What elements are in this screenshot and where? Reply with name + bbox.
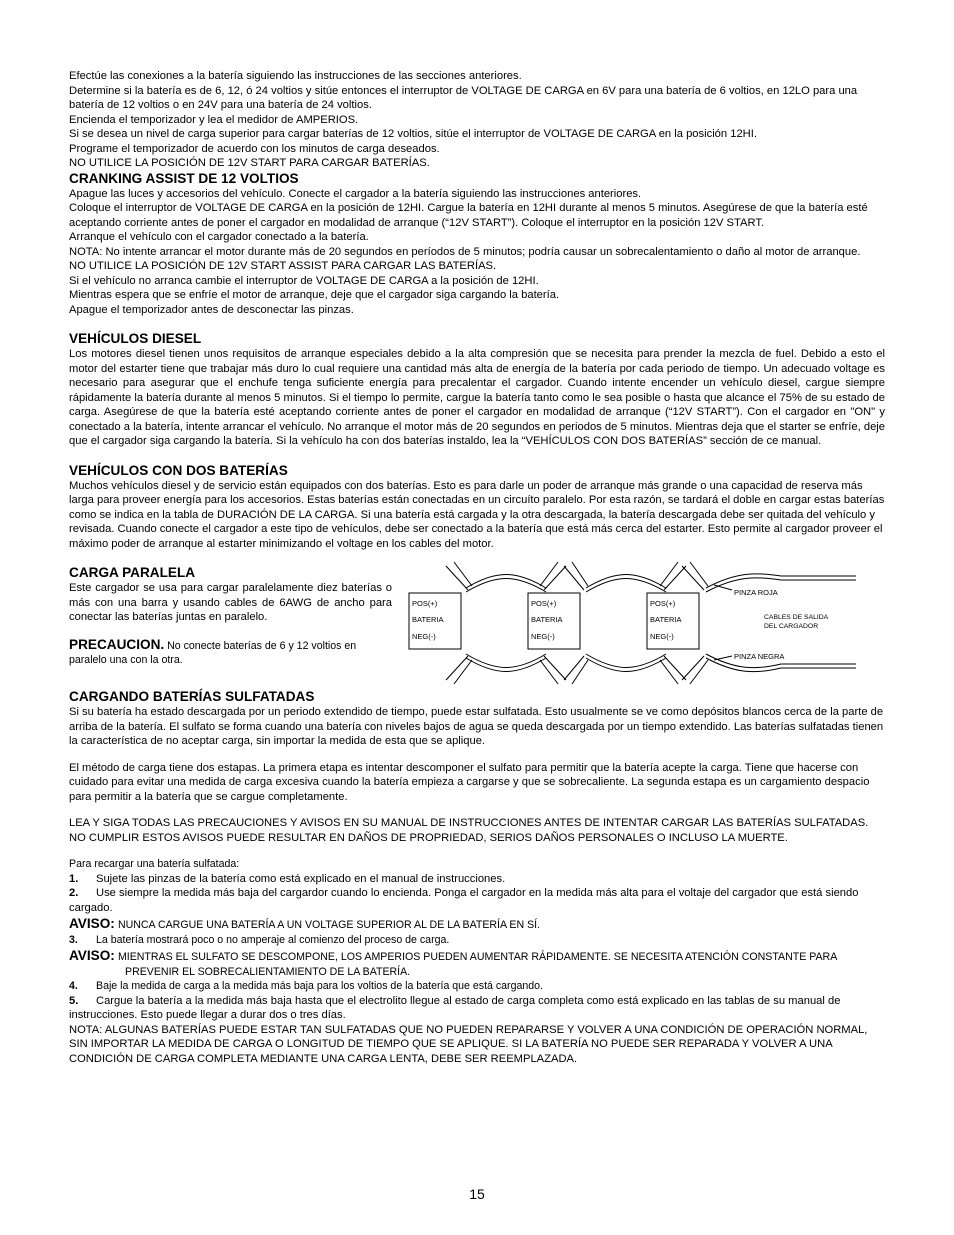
cranking-line: NO UTILICE LA POSICIÓN DE 12V START ASSIST PARA CARGAR LAS BATERÍAS.: [69, 260, 497, 272]
aviso-2: [69, 949, 885, 979]
sulfatadas-warning: LEA Y SIGA TODAS LAS PRECAUCIONES Y AVISOS EN SU MANUAL DE INSTRUCCIONES ANTES DE INTENTAR CARGAR LAS BATERÍAS SULFATADAS. NO CUMPLIR ESTOS AVISOS PUEDE RESULTAR EN DAÑOS DE PROPRIEDAD, SERIOS DAÑOS PERSONALES O INCLUSO LA MUERTE.: [69, 817, 869, 844]
parallel-wiring-diagram: [406, 560, 856, 686]
dos-baterias-heading: VEHÍCULOS CON DOS BATERÍAS: [69, 462, 288, 478]
battery-label: BATERIA: [412, 615, 444, 624]
step-2: [69, 886, 885, 915]
diesel-heading: VEHÍCULOS DIESEL: [69, 331, 202, 346]
step-4: [69, 979, 885, 994]
sulfatadas-nota: NOTA: ALGUNAS BATERÍAS PUEDE ESTAR TAN SULFATADAS QUE NO PUEDEN REPARARSE Y VOLVER A UNA CONDICIÓN DE OPERACIÓN NORMAL, SIN IMPORTAR LA MEDIDA DE CARGA O LONGITUD DE TIEMPO QUE SE APLIQUE. SI LA BATERÍA NO PUEDE SER REPARADA Y VOLVER A UNA CONDICIÓN DE CARGA COMPLETA MEDIANTE UNA CARGA LENTA, DEBE SER REEMPLAZADA.: [69, 1023, 868, 1065]
battery-neg-label: NEG(-): [531, 632, 555, 641]
clamp: [564, 656, 588, 684]
sulfatadas-intro: Para recargar una batería sulfatada:: [69, 858, 240, 870]
clamp: [446, 656, 472, 684]
battery-neg-label: NEG(-): [650, 632, 674, 641]
cable-top: [706, 574, 856, 588]
step-number: 2.: [69, 887, 79, 899]
step-text: Baje la medida de carga a la medida más baja para los voltios de la batería que está cargando.: [96, 980, 543, 992]
clamp: [564, 562, 588, 590]
cranking-line: Coloque el interruptor de VOLTAGE DE CARGA en la posición de 12HI. Cargue la batería en 12HI durante al menos 5 minutos. Asegúrese de que la batería esté aceptando corriente antes de poner el cargador en modalidad de arranque (“12V START”). Coloque el interruptor en la posición 12V START.: [69, 202, 868, 229]
intro-line: Determine si la batería es de 6, 12, ó 24 voltios y sitúe entonces el interruptor de VOLTAGE DE CARGA en 6V para una batería de 6 voltios, en 12LO para una batería de 12 voltios o en 24V para una batería de 24 voltios.: [69, 84, 858, 111]
dos-baterias-text: Muchos vehículos diesel y de servicio están equipados con dos baterías. Esto es para darle un poder de arranque más grande o una capacidad de reserva más larga para proveer energía para los accesorios. Estas baterías están conectadas en un circuíto paralelo. Por esta razón, se tardará el doble en cargar estas baterías como se indica en la tabla de DURACIÓN DE LA CARGA. Si una batería está cargada y la otra descargada, la batería descargada debe ser quitada del vehículo y revisada. Cuando conecte el cargador a este tipo de vehículos, debe ser conectado a la batería que está más cerca del estarter. Esto permite al cargador proveer el máximo poder de arranque al estarter minimizando el voltage en los cables del motor.: [69, 479, 885, 550]
precaucion-text: No conecte baterías de 6 y 12 voltios en paralelo una con la otra.: [69, 639, 357, 666]
step-text: Use siempre la medida más baja del cargardor cuando lo encienda. Ponga el cargador en la medida más alta para el voltaje del cargador que está siendo cargado.: [69, 887, 859, 914]
cables-salida-label: CABLES DE SALIDA: [764, 614, 829, 621]
step-5: [69, 994, 885, 1023]
step-number: 4.: [69, 980, 78, 992]
step-number: 5.: [69, 994, 79, 1007]
carga-paralela-text: Este cargador se usa para cargar paralelamente diez baterías o más con una barra y usando cables de 6AWG de ancho para conectar las baterías juntas en paralelo.: [69, 582, 392, 623]
step-3: [69, 933, 885, 948]
diesel-section: [69, 331, 885, 449]
aviso-1: [69, 917, 885, 933]
battery-label: BATERIA: [650, 615, 682, 624]
intro-line: Programe el temporizador de acuerdo con los minutos de carga deseados.: [69, 142, 440, 155]
cranking-line: Si el vehículo no arranca cambie el interruptor de VOLTAGE DE CARGA a la posición de 12HI.: [69, 274, 539, 287]
intro-line: Efectúe las conexiones a la batería siguiendo las instrucciones de las secciones anteriores.: [69, 70, 522, 82]
battery-neg-label: NEG(-): [412, 632, 436, 641]
intro-line: Si se desea un nivel de carga superior para cargar baterías de 12 voltios, sitúe el interruptor de VOLTAGE DE CARGA en la posición 12HI.: [69, 128, 757, 140]
aviso-text: NUNCA CARGUE UNA BATERÍA A UN VOLTAGE SUPERIOR AL DE LA BATERÍA EN SÍ.: [117, 919, 541, 931]
precaucion-label: PRECAUCION.: [69, 636, 165, 652]
dos-baterias-section: [69, 463, 885, 552]
battery-pos-label: POS(+): [650, 599, 676, 608]
step-text: La batería mostrará poco o no amperaje al comienzo del proceso de carga.: [96, 933, 450, 946]
cranking-line: Mientras espera que se enfríe el motor de arranque, deje que el cargador siga cargando la batería.: [69, 289, 560, 301]
step-1: [69, 872, 885, 887]
clamp: [540, 656, 566, 684]
battery-label: BATERIA: [531, 615, 563, 624]
intro-line: Encienda el temporizador y lea el medidor de AMPERIOS.: [69, 113, 359, 126]
cables-salida-label: DEL CARGADOR: [764, 623, 819, 630]
sulfatadas-paragraph: Si su batería ha estado descargada por un periodo extendido de tiempo, puede estar sulfatada. Esto usualmente se ve como depósitos blancos cerca de la parte de arriba de la batería. El sulfato se forma cuando una batería con niveles bajos de agua se queda descargada por un tiempo extendido. Las baterías sulfatadas tienen la característica de no aceptar carga, sin importar la medida de esta que se aplique.: [69, 706, 884, 747]
step-number: 1.: [69, 872, 79, 885]
step-text: Cargue la batería a la medida más baja hasta que el electrolito llegue al estado de carga completa como está explicado en las tablas de su manual de instrucciones. Esto puede llegar a durar dos o tres días.: [69, 994, 841, 1021]
cranking-line: Apague las luces y accesorios del vehículo. Conecte el cargador a la batería siguiendo las instrucciones anteriores.: [69, 187, 642, 200]
pinza-negra-label: PINZA NEGRA: [734, 652, 785, 661]
carga-paralela-text-block: [69, 565, 392, 668]
diesel-text: Los motores diesel tienen unos requisitos de arranque especiales debido a la alta compresión que se necesita para prender la mezcla de fuel. Debido a esto el motor del estarter tiene que trabajar más duro lo cual requiere una cantidad más alta de energía de la batería por cada periodo de tiempo. Un adecuado voltage es necesario para asegurar que el enchufe tenga suficiente energía para precalentar el cargador. Cuando intente encender un vehículo diesel, cargue siempre rápidamente la batería durante al menos 5 minutos. Si el tiempo lo permite, cargue la batería tanto como le sea posible o hasta que alcance el 75% de su estado de carga. Asegúrese de que la batería esté aceptando corriente antes de poner el cargador en modalidad de arranque (“12V START”). Con el cargador en "ON" y conectado a la batería, intente arrancar el vehículo. No arranque el motor más de 20 segundos en periodos de 5 minutos. Mientras deja que el starter se enfríe, deje que el cargador siga cargando la batería. Si la vehículo ha con dos baterías instaldo, lea la “VEHÍCULOS CON DOS BATERÍAS” sección de ce manual.: [69, 348, 885, 447]
cable-bottom: [466, 654, 546, 668]
leader-line: [714, 656, 732, 660]
cranking-line: Apague el temporizador antes de desconectar las pinzas.: [69, 303, 354, 316]
carga-paralela-heading: CARGA PARALELA: [69, 565, 196, 580]
cable-bottom: [586, 654, 666, 668]
cable-top: [586, 579, 666, 593]
cranking-line: Arranque el vehículo con el cargador conectado a la batería.: [69, 231, 369, 243]
clamp: [446, 562, 472, 590]
page-content: [69, 69, 885, 1066]
aviso-label: AVISO:: [69, 948, 115, 963]
sulfatadas-section: [69, 689, 885, 1066]
battery-pos-label: POS(+): [412, 599, 438, 608]
step-text: Sujete las pinzas de la batería como está explicado en el manual de instrucciones.: [96, 872, 506, 885]
aviso-label: AVISO:: [69, 916, 115, 931]
cranking-line: NOTA: No intente arrancar el motor durante más de 20 segundos en períodos de 5 minutos; podría causar un sobrecalentamiento o daño al motor de arranque.: [69, 245, 861, 258]
leader-line: [714, 585, 732, 590]
cable-top: [706, 578, 856, 592]
battery-pos-label: POS(+): [531, 599, 557, 608]
aviso-text: MIENTRAS EL SULFATO SE DESCOMPONE, LOS AMPERIOS PUEDEN AUMENTAR RÁPIDAMENTE. SE NECESITA ATENCIÓN CONSTANTE PARA PREVENIR EL SOBRECALIENTAMIENTO DE LA BATERÍA.: [117, 951, 837, 978]
sulfatadas-paragraph: El método de carga tiene dos estapas. La primera etapa es intentar descomponer el sulfato para permitir que la batería acepte la carga. Tiene que hacerse con cuidado para evitar una medida de carga excesiva cuando la batería empieza a cargarse y que se sobrecaliente. La segunda estapa es un cargamiento despacio para permitir a la batería que se cargue completamente.: [69, 761, 870, 803]
cable-top: [466, 579, 546, 593]
cranking-section: [69, 171, 885, 318]
clamp: [540, 562, 566, 590]
cranking-heading: CRANKING ASSIST DE 12 VOLTIOS: [69, 170, 299, 186]
precaucion-note: [69, 638, 392, 668]
step-number: 3.: [69, 933, 78, 946]
page-number: 15: [469, 1186, 485, 1202]
intro-section: [69, 69, 885, 171]
intro-line: NO UTILICE LA POSICIÓN DE 12V START PARA CARGAR BATERÍAS.: [69, 157, 430, 169]
sulfatadas-heading: CARGANDO BATERÍAS SULFATADAS: [69, 689, 315, 704]
pinza-roja-label: PINZA ROJA: [734, 588, 778, 597]
carga-paralela-section: [69, 565, 885, 685]
